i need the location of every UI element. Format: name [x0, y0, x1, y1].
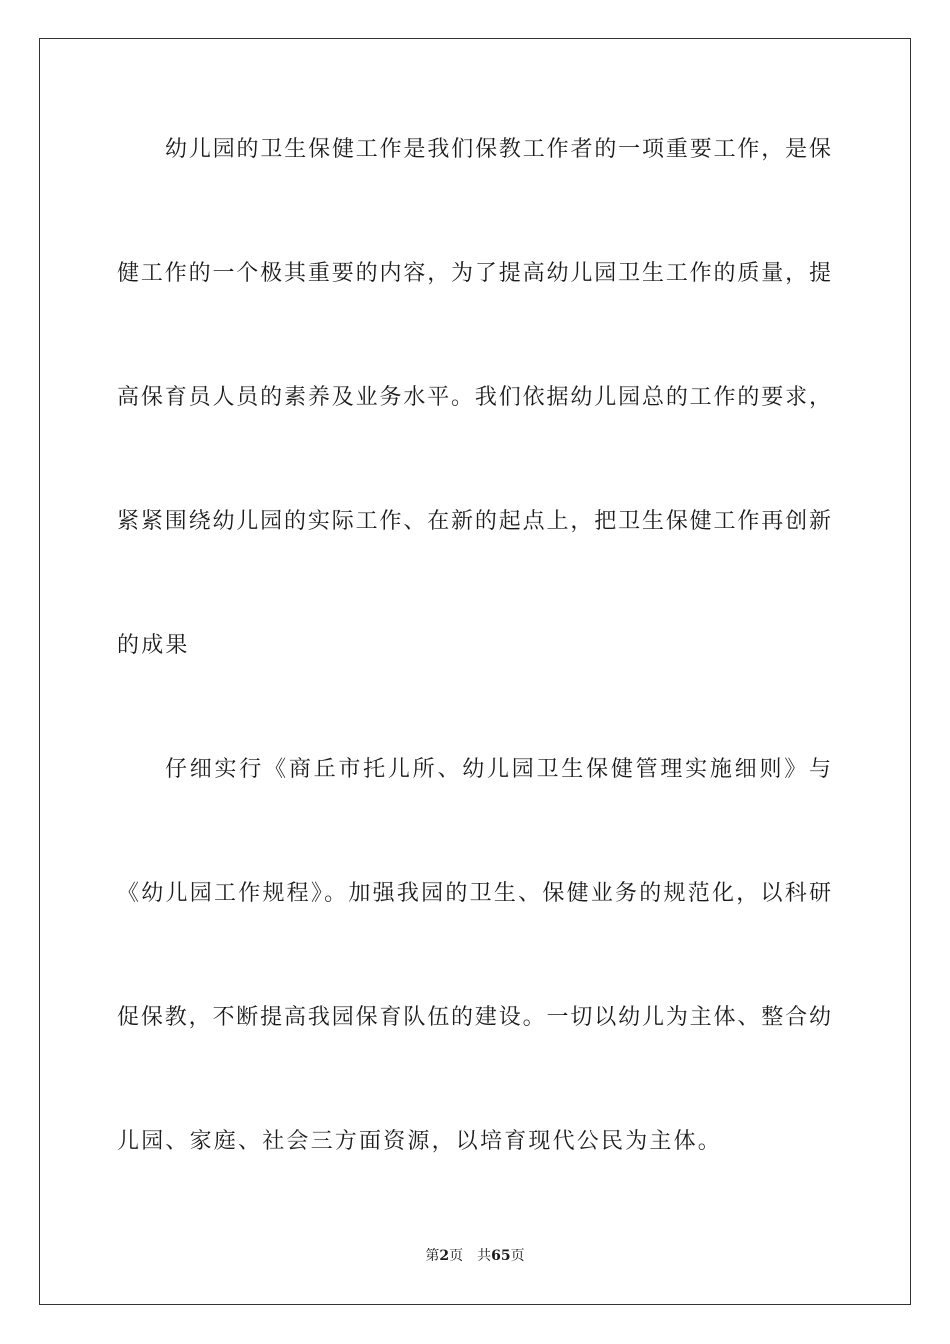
page-frame	[39, 38, 911, 1305]
page-number-prefix: 第	[425, 1248, 440, 1264]
page-total: 65	[491, 1248, 511, 1264]
paragraph-2-line-3: 促保教，不断提高我园保育队伍的建设。一切以幼儿为主体、整合幼	[117, 1005, 831, 1030]
page-footer	[0, 1247, 950, 1265]
paragraph-2-line-1: 仔细实行《商丘市托儿所、幼儿园卫生保健管理实施细则》与	[165, 757, 831, 782]
paragraph-2-line-2: 《幼儿园工作规程》。加强我园的卫生、保健业务的规范化，以科研	[117, 881, 831, 906]
paragraph-1-line-3: 高保育员人员的素养及业务水平。我们依据幼儿园总的工作的要求，	[117, 385, 831, 410]
paragraph-1-line-4: 紧紧围绕幼儿园的实际工作、在新的起点上，把卫生保健工作再创新	[117, 509, 831, 534]
page-number-current: 2	[439, 1248, 450, 1264]
paragraph-1-line-1: 幼儿园的卫生保健工作是我们保教工作者的一项重要工作，是保	[165, 137, 831, 162]
page-number-suffix: 页	[449, 1248, 464, 1264]
page-total-prefix: 共	[477, 1248, 492, 1264]
page-total-suffix: 页	[510, 1248, 525, 1264]
paragraph-1-line-5: 的成果	[117, 633, 190, 658]
paragraph-1-line-2: 健工作的一个极其重要的内容，为了提高幼儿园卫生工作的质量，提	[117, 261, 831, 286]
paragraph-2-line-4: 儿园、家庭、社会三方面资源，以培育现代公民为主体。	[117, 1129, 723, 1154]
